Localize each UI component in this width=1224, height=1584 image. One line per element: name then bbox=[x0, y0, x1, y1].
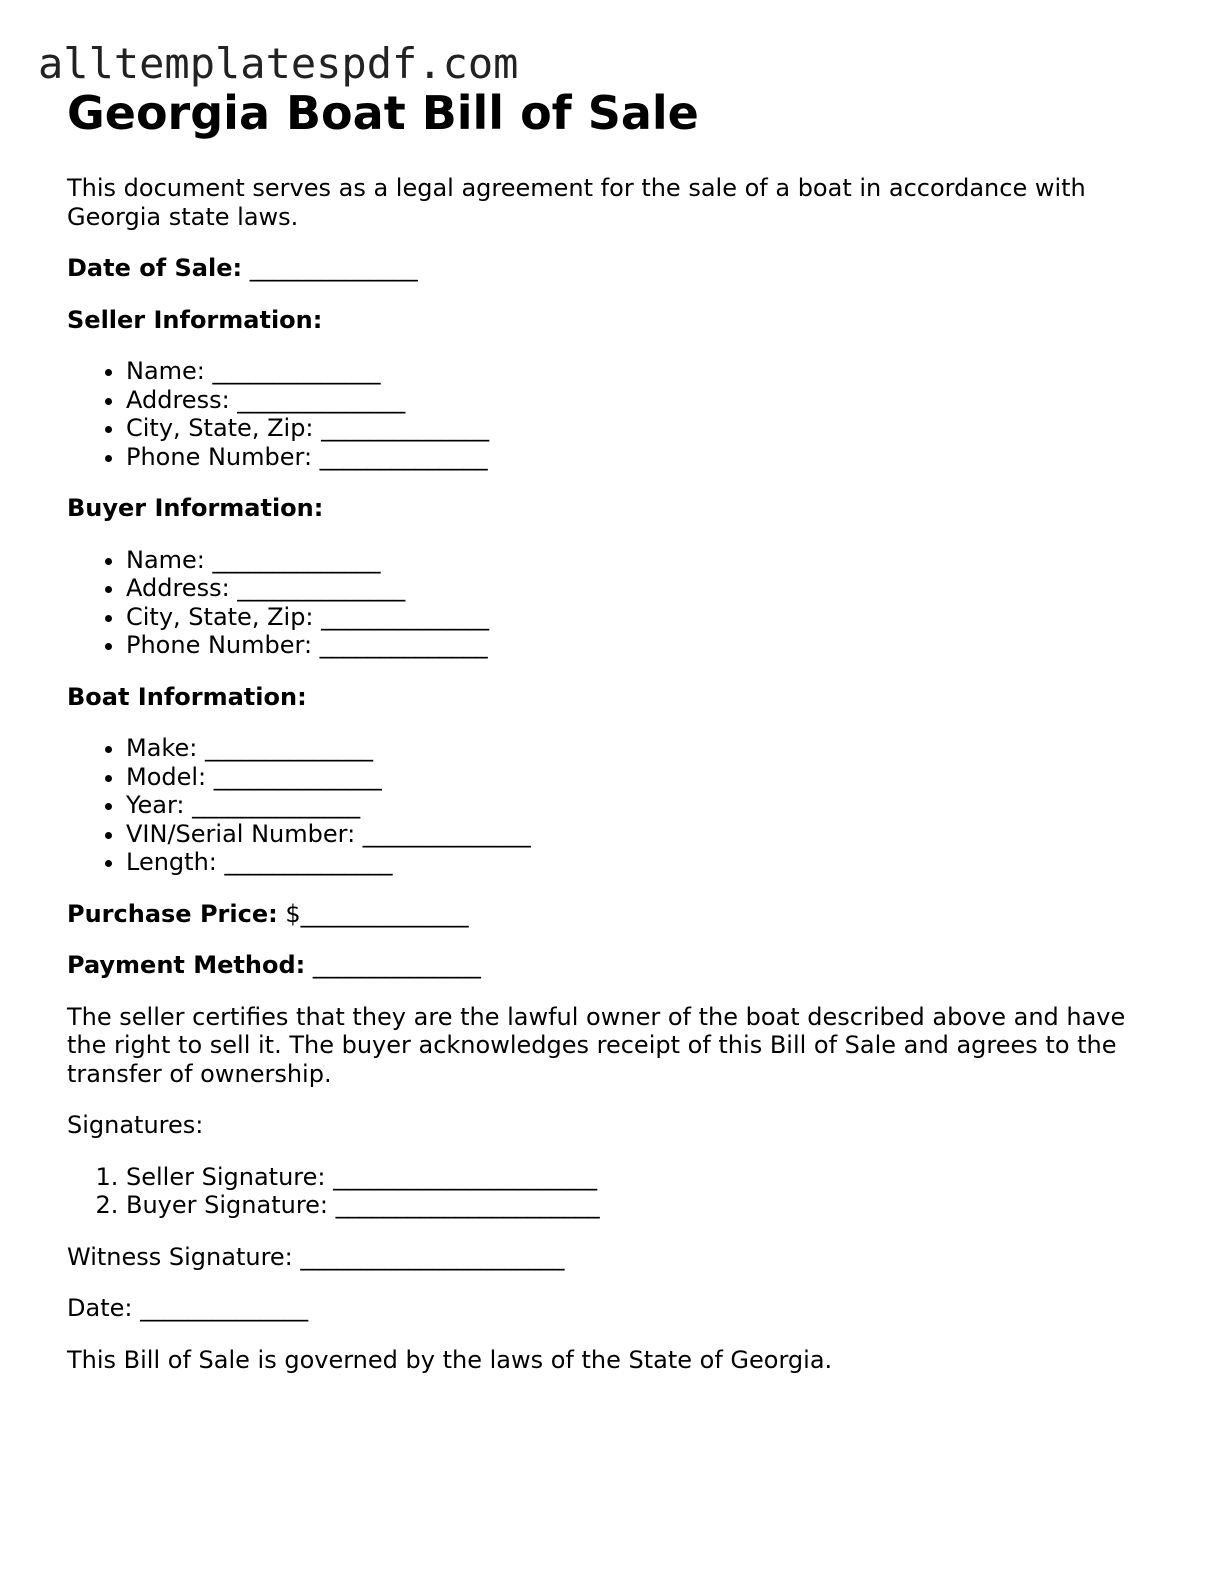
purchase-price-field bbox=[67, 900, 1157, 929]
buyer-city-state-zip-item[interactable]: • City, State, Zip: ______________ bbox=[126, 603, 1157, 632]
signatures-list bbox=[67, 1163, 1157, 1220]
payment-method-label: Payment Method: bbox=[67, 951, 306, 979]
site-watermark: alltemplatespdf.com bbox=[38, 39, 519, 88]
buyer-phone-item[interactable]: • Phone Number: ______________ bbox=[126, 631, 1157, 660]
payment-method-field bbox=[67, 951, 1157, 980]
seller-signature-item[interactable]: 1. Seller Signature: ______________________ bbox=[126, 1163, 1157, 1192]
buyer-heading: Buyer Information: bbox=[67, 494, 324, 522]
date-of-sale-label: Date of Sale: bbox=[67, 254, 243, 282]
boat-make-item[interactable]: • Make: ______________ bbox=[126, 734, 1157, 763]
seller-list bbox=[67, 357, 1157, 471]
date-line[interactable]: Date: ______________ bbox=[67, 1294, 309, 1322]
purchase-price-label: Purchase Price: bbox=[67, 899, 278, 928]
buyer-signature-item[interactable]: 2. Buyer Signature: ______________________ bbox=[126, 1191, 1157, 1220]
intro-paragraph: This document serves as a legal agreement for the sale of a boat in accordance with Georgia state laws. bbox=[67, 174, 1086, 231]
governing-law-paragraph: This Bill of Sale is governed by the laws of the State of Georgia. bbox=[67, 1345, 833, 1374]
buyer-list bbox=[67, 546, 1157, 660]
payment-method-blank[interactable]: ______________ bbox=[312, 951, 481, 979]
purchase-price-blank[interactable]: $______________ bbox=[285, 899, 469, 928]
seller-heading: Seller Information: bbox=[67, 305, 323, 334]
witness-signature-line[interactable]: Witness Signature: ______________________ bbox=[67, 1242, 565, 1271]
seller-address-item[interactable]: • Address: ______________ bbox=[126, 386, 1157, 415]
seller-city-state-zip-item[interactable]: • City, State, Zip: ______________ bbox=[126, 414, 1157, 443]
certification-paragraph: The seller certifies that they are the lawful owner of the boat described above and have the right to sell it. The buyer acknowledges receipt of this Bill of Sale and agrees to the transfer of ownership. bbox=[67, 1002, 1126, 1088]
document-title: Georgia Boat Bill of Sale bbox=[67, 86, 699, 140]
date-of-sale-blank[interactable]: ______________ bbox=[249, 254, 418, 282]
date-of-sale-field bbox=[67, 254, 1157, 283]
boat-heading: Boat Information: bbox=[67, 682, 307, 711]
seller-phone-item[interactable]: • Phone Number: ______________ bbox=[126, 443, 1157, 472]
boat-model-item[interactable]: • Model: ______________ bbox=[126, 763, 1157, 792]
signatures-heading: Signatures: bbox=[67, 1111, 204, 1139]
buyer-address-item[interactable]: • Address: ______________ bbox=[126, 574, 1157, 603]
document-body bbox=[67, 84, 1157, 1374]
boat-vin-item[interactable]: • VIN/Serial Number: ______________ bbox=[126, 820, 1157, 849]
buyer-name-item[interactable]: • Name: ______________ bbox=[126, 546, 1157, 575]
boat-list bbox=[67, 734, 1157, 877]
boat-year-item[interactable]: • Year: ______________ bbox=[126, 791, 1157, 820]
boat-length-item[interactable]: • Length: ______________ bbox=[126, 848, 1157, 877]
seller-name-item[interactable]: • Name: ______________ bbox=[126, 357, 1157, 386]
